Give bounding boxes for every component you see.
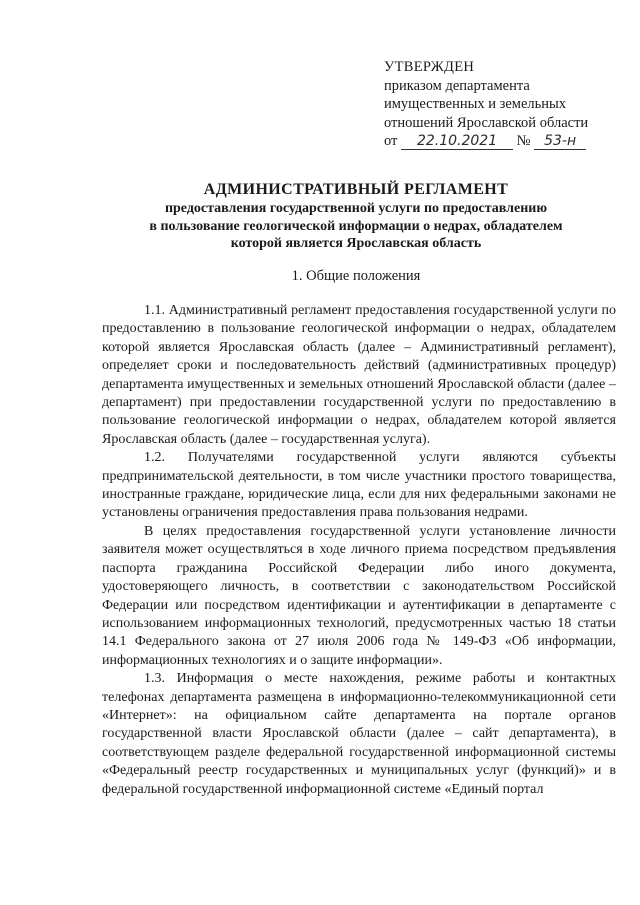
handwritten-number: 53-н [534,134,586,150]
title-sub-1: предоставления государственной услуги по предоставлению [164,201,548,216]
number-label: № [516,133,531,149]
title-sub-2: в пользование геологической информации о недрах, обладателем [149,218,563,234]
title-main: АДМИНИСТРАТИВНЫЙ РЕГЛАМЕНТ [203,181,509,198]
paragraph-identity: В целях предоставления государственной услуги установление личности заявителя может осуществляться в ходе личного приема посредством предъявления паспорта гражданина Российской Федерации либо иного документа, удостоверяющего личность, в соответствии с законодательством Российской Федерации или посредством идентификации и аутентификации в департаменте с использованием информационных технологий, предусмотренных частью 18 статьи 14.1 Федерального закона от 27 июля 2006 года № 149-ФЗ «Об информации, информационных технологиях и о защите информации». [102,523,616,668]
approval-heading: УТВЕРЖДЕН [384,59,475,75]
approval-line-3: отношений Ярославской области [384,114,589,131]
handwritten-date: 22.10.2021 [401,134,513,150]
document-title [96,180,616,253]
paragraph-1-3: 1.3. Информация о месте нахождения, режиме работы и контактных телефонах департамента размещена в информационно-телекоммуникационной сети «Интернет»: на официальном сайте департамента на портале органов государственной власти Ярославской области (далее – сайт департамента), в соответствующем разделе федеральной государственной информационной системы «Федеральный реестр государственных и муниципальных услуг (функций)» и в федеральной государственной информационной системе «Единый портал [102,671,616,797]
title-sub-3: которой является Ярославская область [230,236,482,251]
paragraph-1-2: 1.2. Получателями государственной услуги являются субъекты предпринимательской деятельности, в том числе участники простого товарищества, иностранные граждане, юридические лица, если для них федеральными законами не установлены ограничения предоставления права пользования недрами. [102,450,616,521]
from-label: от [384,133,398,149]
section-heading: 1. Общие положения [291,268,421,284]
document-body [102,302,616,799]
approval-date-line [384,132,624,151]
approval-line-2: имущественных и земельных [384,96,567,112]
paragraph-1-1: 1.1. Административный регламент предоставления государственной услуги по предоставлению в пользование геологической информации о недрах, обладателем которой является Ярославская область (далее – Административный регламент), определяет сроки и последовательность действий (административных процедур) департамента имущественных и земельных отношений Ярославской области (далее – департамент) при предоставлении государственной услуги по предоставлению в пользование геологической информации о недрах, обладателем которой является Ярославская область (далее – государственная услуга). [102,303,616,447]
approval-stamp-block [384,58,624,151]
approval-line-1: приказом департамента [384,77,530,94]
